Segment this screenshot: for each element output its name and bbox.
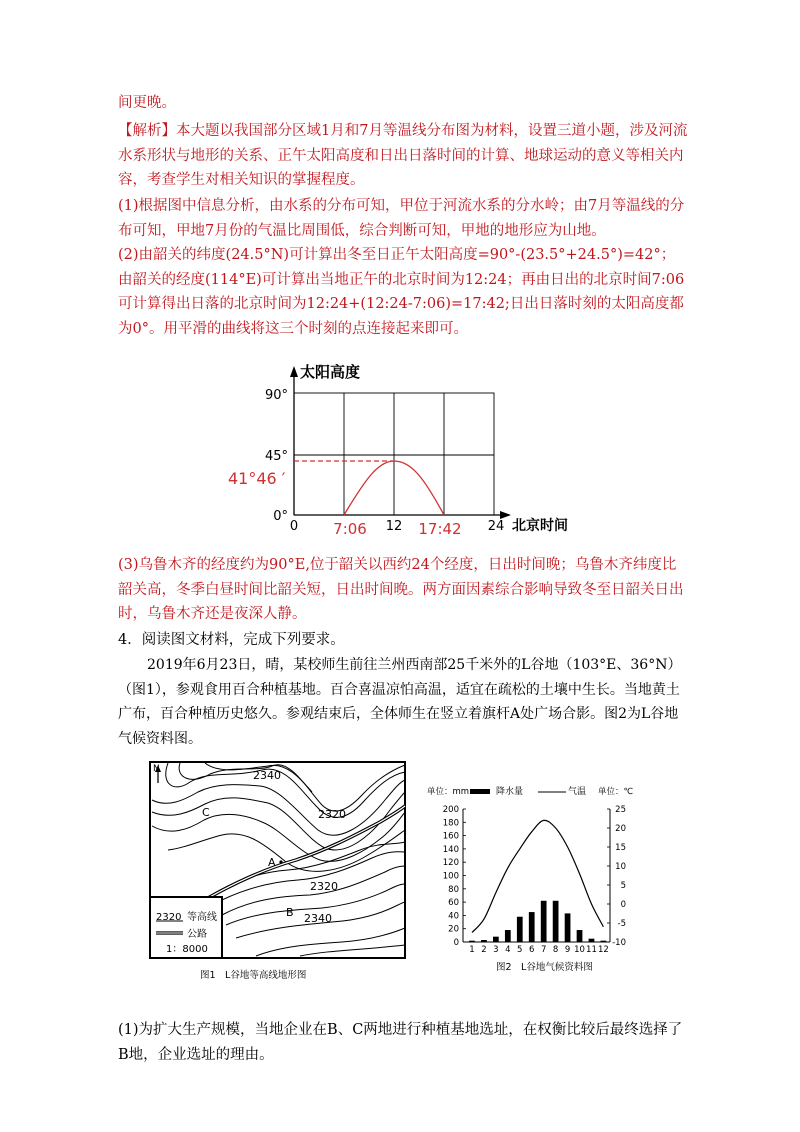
ytick-45: 45° [264, 449, 288, 464]
analysis-p3: (3)乌鲁木齐的经度约为90°E,位于韶关以西约24个经度，日出时间晚；乌鲁木齐纬度比韶关高，冬季白昼时间比韶关短，日出时间晚。两方面因素综合影响导致冬至日韶关日出时，乌鲁木齐还是夜深人静。 [118, 557, 684, 622]
fig2-legend-temp: 气温 [568, 787, 587, 797]
xtick-12: 12 [385, 519, 403, 534]
precip-bar [529, 912, 535, 942]
chart-xlabel: 北京时间 [512, 518, 568, 534]
left-tick-label: 200 [442, 805, 459, 815]
precip-bar [565, 913, 571, 942]
left-tick-label: 140 [442, 844, 459, 855]
precip-bar [577, 930, 583, 942]
y-axis-arrow [290, 366, 298, 377]
left-tick-label: 40 [448, 911, 459, 922]
legend-precip-icon [470, 789, 490, 794]
contour-label-2: 2320 [318, 808, 346, 821]
point-a-label: A [268, 856, 276, 869]
right-tick-label: 0 [620, 900, 626, 910]
sunrise-annotation: 7:06 [333, 520, 367, 538]
analysis-intro-text: 本大题以我国部分区域1月和7月等温线分布图为材料，设置三道小题，涉及河流水系形状与地形的关系、正午太阳高度和日出日落时间的计算、地球运动的意义等相关内容，考查学生对相关知识的掌握程度。 [118, 123, 688, 188]
peak-annotation: 41°46 ′ [228, 469, 286, 488]
right-tick-label: 20 [615, 824, 626, 834]
left-tick-label: 180 [442, 818, 459, 829]
left-tick-label: 160 [442, 831, 459, 842]
precip-bar [541, 901, 547, 942]
point-c-label: C [202, 806, 210, 819]
fig2-caption: 图2 L谷地气候资料图 [496, 962, 593, 973]
month-label: 1 [469, 945, 475, 955]
precip-bar [505, 930, 511, 942]
xtick-0: 0 [289, 519, 299, 534]
contour-label-3: 2320 [310, 880, 338, 893]
month-label: 10 [574, 945, 585, 955]
precip-bar [589, 939, 595, 942]
fig2-legend-precip: 降水量 [496, 787, 524, 797]
month-label: 5 [517, 945, 523, 955]
month-label: 9 [564, 945, 571, 955]
month-label: 7 [540, 945, 547, 955]
month-label: 2 [481, 945, 487, 955]
month-label: 6 [529, 945, 535, 955]
analysis-p1: (1)根据图中信息分析，由水系的分布可知，甲位于河流水系的分水岭；由7月等温线的分布可知，甲地7月份的气温比周围低，综合判断可知，甲地的地形应为山地。 [118, 198, 685, 239]
right-tick-label: 10 [615, 862, 626, 872]
left-tick-label: 20 [448, 924, 459, 935]
ytick-0: 0° [273, 509, 288, 524]
contour-label-4: 2340 [304, 912, 332, 925]
legend-road-label: 公路 [187, 929, 207, 940]
right-tick-label: 15 [615, 843, 626, 853]
precip-bar [493, 937, 499, 942]
sun-altitude-chart [0, 355, 800, 555]
legend-scale: 1：8000 [166, 944, 208, 955]
xtick-24: 24 [487, 519, 505, 534]
sunset-annotation: 17:42 [418, 520, 462, 538]
legend-contour-label: 等高线 [187, 912, 217, 923]
analysis-tag: 【解析】 [118, 123, 176, 139]
left-tick-label: 0 [453, 938, 459, 948]
chart-grid [294, 393, 494, 515]
precip-bar [469, 941, 475, 942]
x-axis-arrow [500, 511, 511, 519]
contour-label-top: 2340 [253, 769, 281, 782]
precip-bar [553, 901, 559, 942]
fig2-climate-chart [0, 780, 800, 980]
analysis-intro [118, 119, 688, 193]
legend-contour-value: 2320 [156, 912, 182, 923]
precip-bar [517, 917, 523, 942]
point-b-label: B [286, 906, 294, 919]
question4-sub1: (1)为扩大生产规模，当地企业在B、C两地进行种植基地选址，在权衡比较后最终选择了B地，企业选址的理由。 [118, 1022, 683, 1063]
fig2-unit-right: 单位：℃ [598, 787, 634, 797]
month-labels [469, 945, 609, 955]
ytick-90: 90° [264, 388, 288, 403]
left-tick-label: 120 [442, 858, 459, 869]
month-label: 3 [493, 945, 499, 955]
month-label: 12 [598, 945, 609, 955]
month-label: 8 [552, 945, 559, 955]
left-tick-label: 80 [448, 884, 459, 895]
right-tick-label: -5 [617, 919, 626, 929]
fig2-unit-left: 单位：mm [427, 787, 470, 797]
precip-bar [601, 941, 607, 942]
temperature-curve [472, 820, 603, 932]
question4-title: 4．阅读图文材料，完成下列要求。 [118, 632, 345, 648]
analysis-p2: (2)由韶关的纬度(24.5°N)可计算出冬至日正午太阳高度=90°-(23.5°+24.5°)=42°；由韶关的经度(114°E)可计算出当地正午的北京时间为12:24；再由日出的北京时间7:06可计算得出日落的北京时间为12:24+(12:24-7:06)=17:42;日出日落时刻的太阳高度都为0°。用平滑的曲线将这三个时刻的点连接起来即可。 [118, 247, 685, 337]
left-tick-label: 100 [442, 871, 459, 882]
precip-bar [481, 940, 487, 942]
north-label: N [153, 764, 160, 774]
right-tick-label: -10 [612, 938, 626, 948]
month-label: 4 [505, 945, 511, 955]
left-tick-label: 60 [448, 898, 459, 909]
question4-material: 2019年6月23日，晴，某校师生前往兰州西南部25千米外的L谷地（103°E、36°N）（图1），参观食用百合种植基地。百合喜温凉怕高温，适宜在疏松的土壤中生长。当地黄土广布，百合种植历史悠久。参观结束后，全体师生在竖立着旗杆A处广场合影。图2为L谷地气候资料图。 [118, 657, 682, 747]
month-label: 11 [586, 945, 597, 955]
chart-ylabel: 太阳高度 [300, 363, 361, 381]
fig1-caption: 图1 L谷地等高线地形图 [200, 970, 307, 981]
right-tick-label: 5 [620, 881, 626, 891]
answer-tail: 间更晚。 [118, 95, 176, 111]
right-tick-label: 25 [615, 805, 626, 815]
